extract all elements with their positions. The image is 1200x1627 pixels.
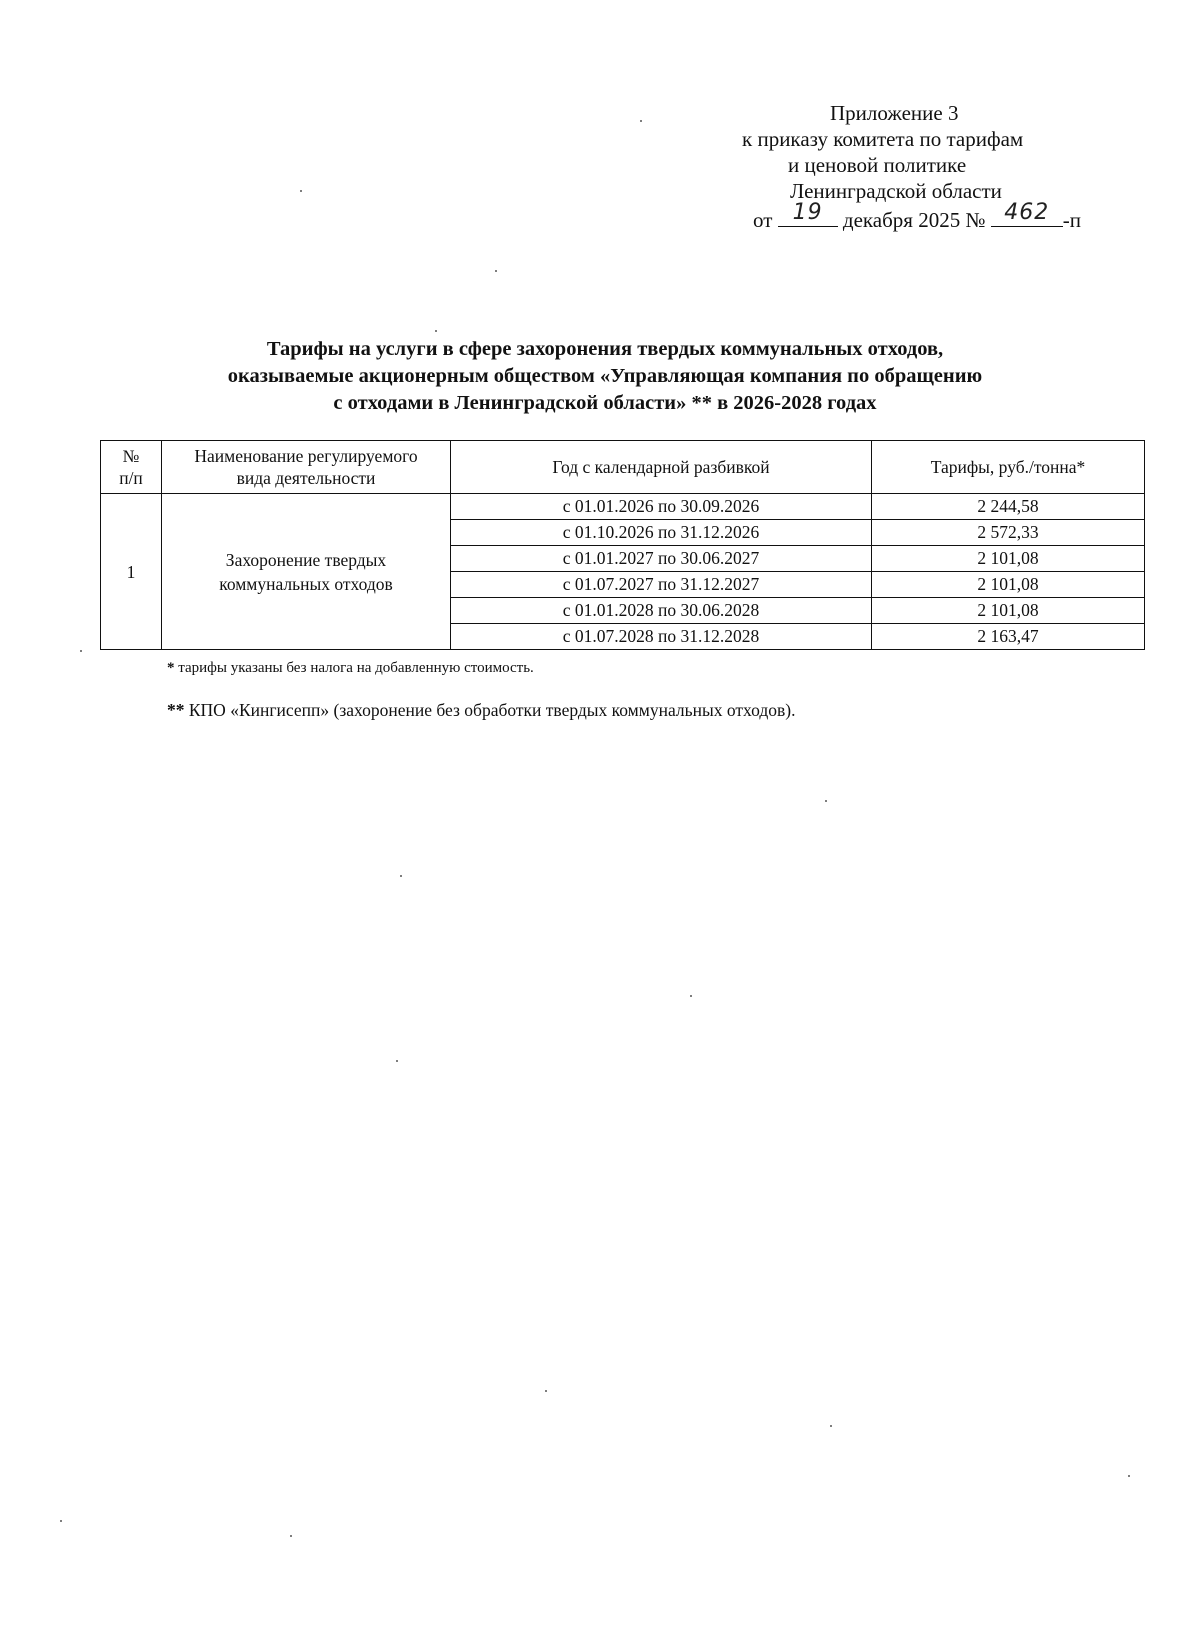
header-activity-line-1: Наименование регулируемого [194,446,418,466]
header-period: Год с календарной разбивкой [451,441,872,494]
scan-speck [396,1060,398,1062]
title-line-1: Тарифы на услуги в сфере захоронения твердых коммунальных отходов, [266,338,944,360]
scan-speck [1128,1475,1130,1477]
period-cell: с 01.07.2027 по 31.12.2027 [451,572,872,598]
scan-speck [825,800,827,802]
document-title [100,336,1110,417]
tariff-cell: 2 163,47 [872,624,1145,650]
scan-speck [400,875,402,877]
appendix-line-1: Приложение 3 [830,101,959,125]
appendix-line-2: к приказу комитета по тарифам [742,127,1024,151]
handwritten-day: 19 [792,200,823,225]
period-cell: с 01.07.2028 по 31.12.2028 [451,624,872,650]
title-line-2: оказываемые акционерным обществом «Управляющая компания по обращению [227,365,983,387]
activity-name-line-1: Захоронение твердых [225,549,387,570]
scan-speck [830,1425,832,1427]
scan-speck [640,120,642,122]
scan-speck [290,1535,292,1537]
period-cell: с 01.10.2026 по 31.12.2026 [451,520,872,546]
title-line-3: с отходами в Ленинградской области» ** в 2026-2028 годах [333,392,877,414]
footnote-2-text: КПО «Кингисепп» (захоронение без обработки твердых коммунальных отходов). [184,700,796,720]
tariff-cell: 2 101,08 [872,598,1145,624]
header-number-line-2: п/п [119,468,143,488]
footnote-1-text: тарифы указаны без налога на добавленную стоимость. [174,660,534,676]
table-row [101,494,1145,520]
order-suffix: -п [1062,208,1081,232]
month-year: декабря 2025 № [842,208,986,232]
header-activity [162,441,451,494]
date-prefix: от [753,208,773,232]
period-cell: с 01.01.2028 по 30.06.2028 [451,598,872,624]
appendix-reference [700,100,1100,233]
period-cell: с 01.01.2027 по 30.06.2027 [451,546,872,572]
scan-speck [495,270,497,272]
appendix-line-3: и ценовой политике [788,153,967,177]
scan-speck [690,995,692,997]
tariff-cell: 2 244,58 [872,494,1145,520]
footnote-1-mark: * [167,660,175,676]
header-tariff: Тарифы, руб./тонна* [872,441,1145,494]
activity-name [162,494,451,650]
order-number-blank [991,200,1063,227]
scan-speck [80,650,82,652]
tariff-table [100,440,1145,650]
tariff-cell: 2 101,08 [872,546,1145,572]
appendix-date-line [700,200,1100,233]
tariff-cell: 2 572,33 [872,520,1145,546]
header-number [101,441,162,494]
footnote-2-mark: ** [167,700,185,720]
header-activity-line-2: вида деятельности [236,468,376,488]
row-number: 1 [101,494,162,650]
day-blank [778,200,838,227]
activity-name-line-2: коммунальных отходов [219,573,393,594]
handwritten-order-number: 462 [1004,200,1050,225]
header-number-line-1: № [122,446,140,466]
tariff-cell: 2 101,08 [872,572,1145,598]
scan-speck [545,1390,547,1392]
footnote-facility [167,700,795,721]
scan-speck [60,1520,62,1522]
period-cell: с 01.01.2026 по 30.09.2026 [451,494,872,520]
footnote-vat [167,660,534,677]
scan-speck [300,190,302,192]
scan-speck [435,330,437,332]
table-header-row [101,441,1145,494]
appendix-line-4: Ленинградской области [790,179,1002,203]
